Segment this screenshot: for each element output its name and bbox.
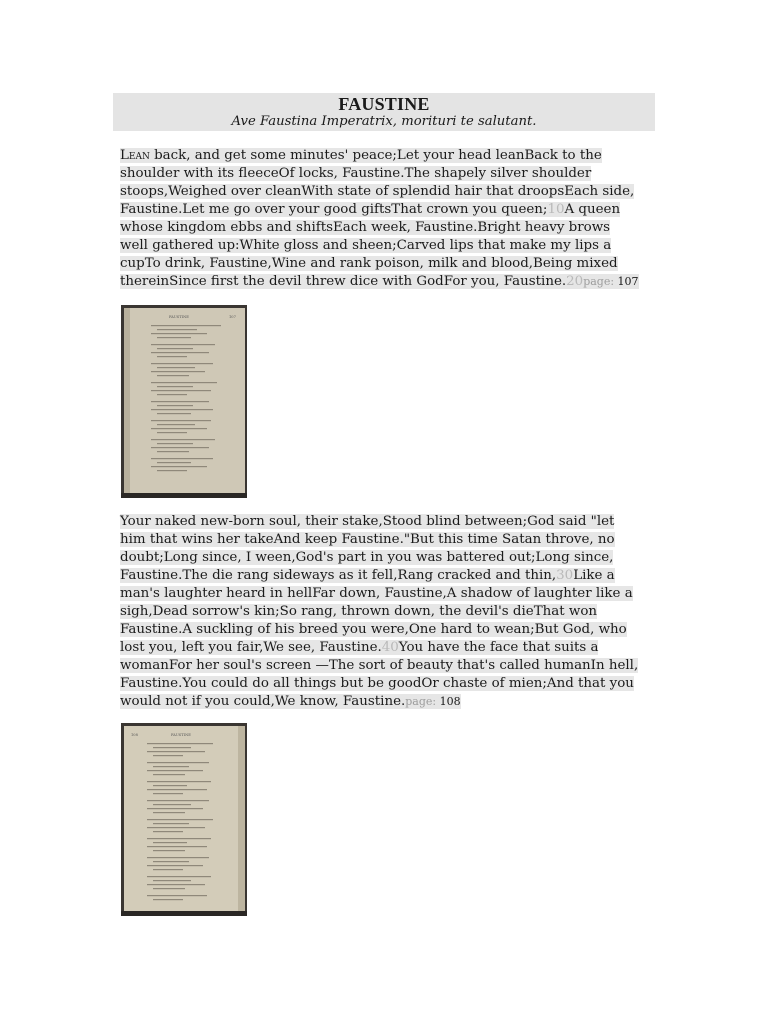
poem-title: FAUSTINE — [338, 94, 430, 114]
page-number-link[interactable]: 107 — [617, 275, 639, 288]
drop-initial: Lean — [120, 148, 150, 163]
scan-page-number: 108 — [131, 733, 138, 737]
line-number: 10 — [547, 202, 565, 217]
line-number: 40 — [381, 640, 399, 655]
page-label: page: — [583, 275, 618, 288]
page-label: page: — [405, 695, 440, 708]
scan-page-number: 107 — [229, 315, 236, 319]
stanza-text: Like a man's laughter heard in hellFar down, Faustine,A shadow of laughter like a sigh,Dead sorrow's kin;So rang, thrown down, the devil's dieThat won Faustine.A suckling of his breed you were,One hard to wean;But God, who lost you, left you fair,We see, Faustine. — [120, 568, 633, 655]
page-scan-graphic — [121, 305, 247, 498]
page-scan-image — [121, 723, 247, 916]
stanza-text: back, and get some minutes' peace;Let your head leanBack to the shoulder with its fleeceOf locks, Faustine.The shapely silver shoulder stoops,Weighed over cleanWith state of splendid hair that droopsEach side, Faustine.Let me go over your good giftsThat crown you queen; — [120, 148, 635, 217]
line-number: 20 — [566, 274, 584, 289]
page-number-link[interactable]: 108 — [439, 695, 461, 708]
page-scan-graphic — [121, 723, 247, 916]
page-scan-image — [121, 305, 247, 498]
stanza-text: Your naked new-born soul, their stake,Stood blind between;God said "let him that wins her takeAnd keep Faustine."But this time Satan throve, no doubt;Long since, I ween,God's part in you was battered out;Long since, Faustine.The die rang sideways as it fell,Rang cracked and thin, — [120, 514, 615, 583]
poem-header — [113, 93, 655, 131]
stanza-block-2 — [120, 513, 640, 711]
stanza-text: You have the face that suits a womanFor her soul's screen —The sort of beauty that's called humanIn hell, Faustine.You could do all things but be goodOr chaste of mien;And that you would not if you could,We know, Faustine. — [120, 640, 639, 709]
scan-running-head: FAUSTINE — [171, 733, 191, 737]
line-number: 30 — [556, 568, 574, 583]
scan-running-head: FAUSTINE — [169, 315, 189, 319]
stanza-block-1 — [120, 147, 640, 291]
poem-epigraph: Ave Faustina Imperatrix, morituri te salutant. — [231, 114, 537, 129]
stanza-text: A queen whose kingdom ebbs and shiftsEach week, Faustine.Bright heavy brows well gathered up:White gloss and sheen;Carved lips that make my lips a cupTo drink, Faustine,Wine and rank poison, milk and blood,Being mixed thereinSince first the devil threw dice with GodFor you, Faustine. — [120, 202, 621, 289]
